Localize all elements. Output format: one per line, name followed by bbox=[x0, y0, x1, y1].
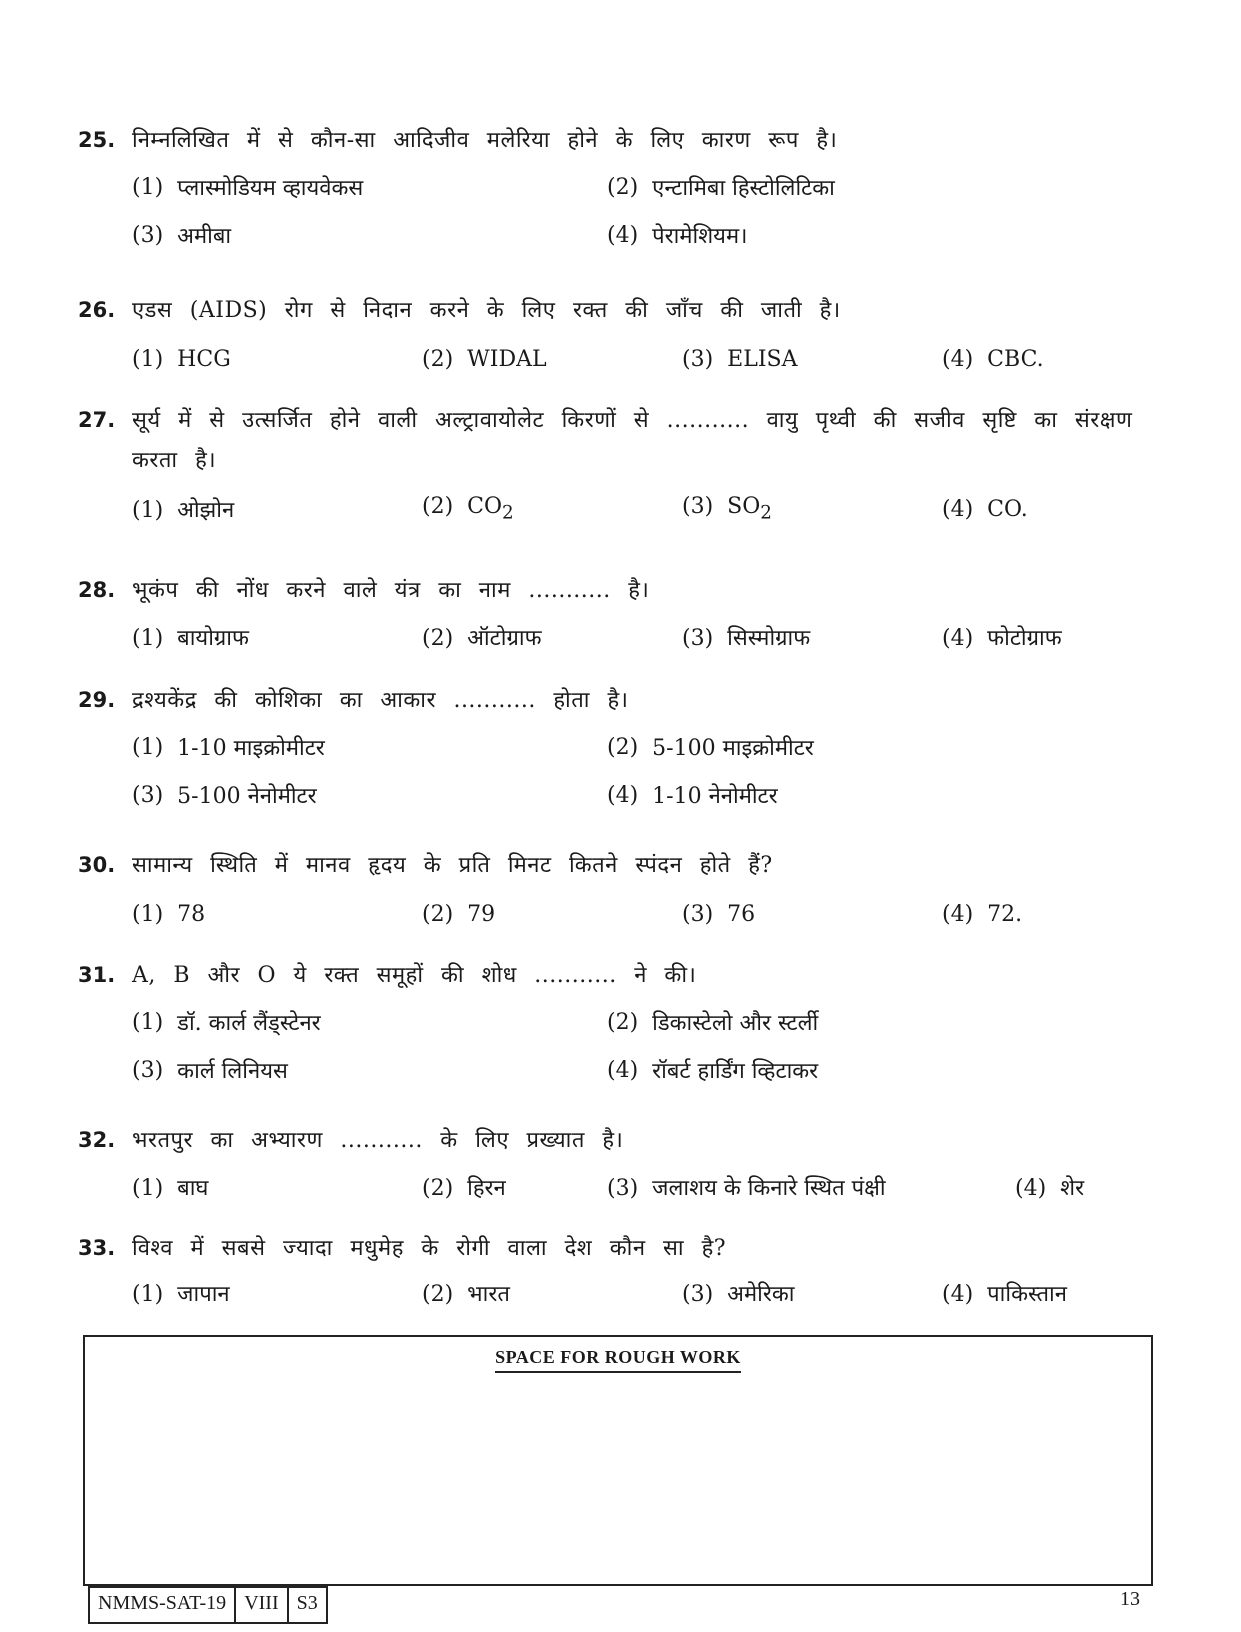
question-33 bbox=[78, 1228, 1168, 1315]
paper-code-set: S3 bbox=[296, 1592, 318, 1614]
option-4: (4) पाकिस्तान bbox=[942, 1282, 1067, 1307]
option-4: (4) 1-10 नेनोमीटर bbox=[607, 782, 778, 809]
question-text: सामान्य स्थिति में मानव हृदय के प्रति मिनट कितने स्पंदन होते हैं? bbox=[132, 853, 773, 878]
option-3: (3) अमीबा bbox=[132, 222, 232, 249]
question-32 bbox=[78, 1120, 1168, 1209]
option-4: (4) CBC. bbox=[942, 346, 1044, 372]
question-text: एडस (AIDS) रोग से निदान करने के लिए रक्त की जाँच की जाती है। bbox=[132, 298, 841, 323]
option-4: (4) फोटोग्राफ bbox=[942, 626, 1062, 651]
option-1: (1) बाघ bbox=[132, 1176, 209, 1201]
question-text: भरतपुर का अभ्यारण ........... के लिए प्रख्यात है। bbox=[132, 1128, 624, 1153]
question-text: द्रश्यकेंद्र की कोशिका का आकार ........... होता है। bbox=[132, 688, 629, 713]
option-1: (1) 78 bbox=[132, 901, 206, 927]
rough-work-title: SPACE FOR ROUGH WORK bbox=[495, 1347, 741, 1373]
page-number: 13 bbox=[1120, 1588, 1140, 1610]
question-text: निम्नलिखित में से कौन-सा आदिजीव मलेरिया होने के लिए कारण रूप है। bbox=[132, 128, 838, 153]
option-4: (4) पेरामेशियम। bbox=[607, 222, 748, 249]
option-1: (1) बायोग्राफ bbox=[132, 626, 249, 651]
option-2: (2) $CO_2$ bbox=[422, 494, 514, 524]
option-1: (1) ओझोन bbox=[132, 498, 235, 523]
question-text: विश्व में सबसे ज्यादा मधुमेह के रोगी वाला देश कौन सा है? bbox=[132, 1236, 727, 1261]
question-27 bbox=[78, 400, 1168, 531]
option-2: (2) डिकास्टेलो और स्टर्ली bbox=[607, 1009, 819, 1036]
question-number: 26. bbox=[78, 298, 116, 322]
question-29 bbox=[78, 680, 1168, 817]
question-30 bbox=[78, 845, 1168, 936]
question-number: 27. bbox=[78, 408, 116, 432]
question-number: 31. bbox=[78, 963, 116, 987]
question-26 bbox=[78, 290, 1168, 381]
option-1: (1) प्लास्मोडियम व्हायवेकस bbox=[132, 174, 364, 201]
question-number: 29. bbox=[78, 688, 116, 712]
option-3: (3) जलाशय के किनारे स्थित पंक्षी bbox=[607, 1176, 886, 1201]
question-number: 32. bbox=[78, 1128, 116, 1152]
option-1: (1) HCG bbox=[132, 346, 231, 372]
option-4: (4) रॉबर्ट हार्डिंग व्हिटाकर bbox=[607, 1057, 819, 1084]
option-2: (2) 5-100 माइक्रोमीटर bbox=[607, 734, 814, 761]
option-2: (2) भारत bbox=[422, 1282, 510, 1307]
option-2: (2) एन्टामिबा हिस्टोलिटिका bbox=[607, 174, 835, 201]
option-3: (3) ELISA bbox=[682, 346, 798, 372]
option-3: (3) सिस्मोग्राफ bbox=[682, 626, 811, 651]
option-4: (4) 72. bbox=[942, 901, 1023, 927]
question-31 bbox=[78, 955, 1168, 1092]
paper-code-class: VIII bbox=[236, 1588, 288, 1622]
question-number: 30. bbox=[78, 853, 116, 877]
paper-code bbox=[88, 1586, 328, 1624]
option-2: (2) ऑटोग्राफ bbox=[422, 626, 542, 651]
question-number: 25. bbox=[78, 128, 116, 152]
question-number: 33. bbox=[78, 1236, 116, 1260]
option-3: (3) कार्ल लिनियस bbox=[132, 1057, 288, 1084]
option-3: (3) 76 bbox=[682, 901, 756, 927]
option-1: (1) डॉ. कार्ल लैंड्स्टेनर bbox=[132, 1009, 321, 1036]
option-2: (2) 79 bbox=[422, 901, 496, 927]
question-text: सूर्य में से उत्सर्जित होने वाली अल्ट्रावायोलेट किरणों से ........... वायु पृथ्वी की सजीव सृष्टि का संरक्षण करता है। bbox=[132, 408, 1133, 473]
option-1: (1) 1-10 माइक्रोमीटर bbox=[132, 734, 325, 761]
option-4: (4) शेर bbox=[1015, 1176, 1085, 1201]
paper-code-exam: NMMS-SAT-19 bbox=[90, 1588, 236, 1622]
rough-work-box bbox=[83, 1335, 1153, 1586]
option-2: (2) WIDAL bbox=[422, 346, 547, 372]
question-28 bbox=[78, 570, 1168, 659]
option-2: (2) हिरन bbox=[422, 1176, 506, 1201]
question-number: 28. bbox=[78, 578, 116, 602]
option-3: (3) अमेरिका bbox=[682, 1282, 795, 1307]
option-3: (3) $SO_2$ bbox=[682, 494, 772, 524]
option-1: (1) जापान bbox=[132, 1282, 230, 1307]
option-3: (3) 5-100 नेनोमीटर bbox=[132, 782, 317, 809]
option-4: (4) CO. bbox=[942, 496, 1028, 522]
question-25 bbox=[78, 120, 1168, 257]
question-text: भूकंप की नोंध करने वाले यंत्र का नाम ........... है। bbox=[132, 578, 650, 603]
question-text: A, B और O ये रक्त समूहों की शोध ........... ने की। bbox=[132, 963, 697, 988]
